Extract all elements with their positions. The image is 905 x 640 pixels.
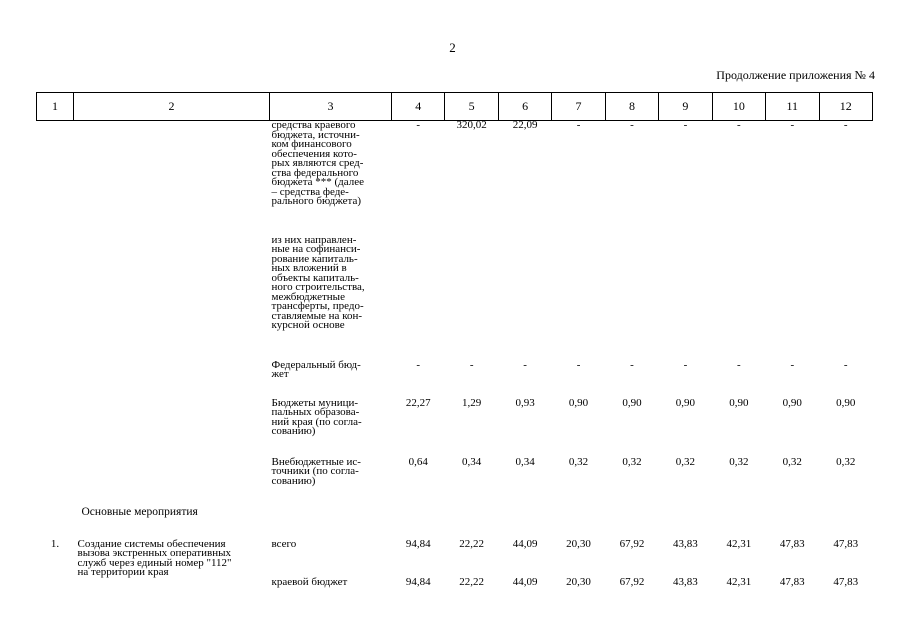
value-col-4: 94,84 xyxy=(405,537,431,550)
value-col-8: 0,32 xyxy=(622,455,642,468)
value-col-10 xyxy=(712,236,765,361)
value-col-11: 47,83 xyxy=(779,575,805,588)
header-col-8: 8 xyxy=(605,93,658,121)
value-col-5: 0,34 xyxy=(462,455,482,468)
table-body xyxy=(37,121,873,600)
value-col-7: 20,30 xyxy=(566,537,591,550)
header-col-11: 11 xyxy=(766,93,819,121)
activity-name: Создание системы обеспечения вызова экстренных оперативных служб через единый номер "112" на территории края xyxy=(77,537,232,578)
funding-source: из них направлен- ные на софинанси- рование капиталь- ных вложений в объекты капиталь- ного строительства, межбюджетные трансферты, предо- ставляемые на кон- курсной основе xyxy=(271,233,365,331)
value-col-11: 0,90 xyxy=(782,396,802,409)
value-col-10: 0,32 xyxy=(729,455,749,468)
header-col-1: 1 xyxy=(37,93,74,121)
funding-source: всего xyxy=(271,537,297,550)
header-col-12: 12 xyxy=(819,93,872,121)
value-col-10: 42,31 xyxy=(726,537,752,550)
value-col-12: 47,83 xyxy=(833,537,859,550)
value-col-4: - xyxy=(416,358,421,371)
activity-name xyxy=(74,399,270,458)
table-row xyxy=(37,121,873,236)
value-col-6: 0,93 xyxy=(515,396,535,409)
value-col-7: 0,32 xyxy=(568,455,589,468)
value-col-10: - xyxy=(737,358,741,371)
funding-source: краевой бюджет xyxy=(271,575,348,588)
row-index xyxy=(37,458,74,508)
value-col-6: 44,09 xyxy=(512,575,538,588)
value-col-9 xyxy=(659,236,712,361)
value-col-4: 94,84 xyxy=(405,575,431,588)
value-col-5 xyxy=(445,236,498,361)
value-col-10: - xyxy=(737,119,741,131)
value-col-12 xyxy=(819,236,872,361)
value-col-7: - xyxy=(576,119,581,131)
table-row xyxy=(37,508,873,540)
activity-name xyxy=(74,458,270,508)
table-row xyxy=(37,399,873,458)
value-col-11: - xyxy=(790,358,795,371)
funding-source: Федеральный бюд- жет xyxy=(271,358,361,380)
value-col-12: - xyxy=(843,358,848,371)
table-row xyxy=(37,458,873,508)
header-col-2: 2 xyxy=(74,93,270,121)
value-col-7: - xyxy=(576,358,581,371)
funding-source: средства краевого бюджета, источни- ком финансового обеспечения кото- рых являются сред- ства федерального бюджета *** (далее – средства феде- рального бюджета) xyxy=(271,119,365,207)
value-col-11: 0,32 xyxy=(782,455,802,468)
value-col-11: - xyxy=(790,119,795,131)
value-col-6: 0,34 xyxy=(515,455,535,468)
value-col-7 xyxy=(552,236,605,361)
header-row xyxy=(37,93,873,121)
row-index xyxy=(37,361,74,399)
row-index xyxy=(37,578,74,600)
value-col-4: - xyxy=(416,119,421,131)
value-col-12: 0,90 xyxy=(836,396,856,409)
value-col-7: 20,30 xyxy=(566,575,591,588)
value-col-6 xyxy=(498,236,551,361)
value-col-10 xyxy=(712,508,765,540)
budget-table xyxy=(36,92,873,600)
table-row xyxy=(37,361,873,399)
value-col-4: 0,64 xyxy=(408,455,428,468)
table-row xyxy=(37,578,873,600)
activity-name xyxy=(74,361,270,399)
funding-source: Бюджеты муници- пальных образова- ний края (по согла- сованию) xyxy=(271,396,362,437)
value-col-5: - xyxy=(469,358,474,371)
value-col-11: 47,83 xyxy=(779,537,805,550)
value-col-5: 22,22 xyxy=(459,537,485,550)
value-col-12: 47,83 xyxy=(833,575,859,588)
value-col-9: 43,83 xyxy=(673,537,698,550)
value-col-8: 0,90 xyxy=(622,396,642,409)
section-heading: Основные мероприятия xyxy=(81,505,198,518)
value-col-8 xyxy=(605,236,658,361)
value-col-8: - xyxy=(630,119,634,131)
value-col-9: - xyxy=(683,358,688,371)
value-col-7: 0,90 xyxy=(568,396,589,409)
value-col-4: 22,27 xyxy=(405,396,431,409)
value-col-6: 22,09 xyxy=(512,119,538,131)
value-col-6: 44,09 xyxy=(512,537,538,550)
value-col-5: 1,29 xyxy=(462,396,482,409)
value-col-8: 67,92 xyxy=(619,575,645,588)
header-col-4: 4 xyxy=(392,93,445,121)
value-col-6 xyxy=(498,508,551,540)
activity-name xyxy=(74,578,270,600)
value-col-9 xyxy=(659,508,712,540)
value-col-8: - xyxy=(630,358,634,371)
header-col-5: 5 xyxy=(445,93,498,121)
value-col-9: 0,90 xyxy=(675,396,696,409)
row-index xyxy=(37,508,74,540)
funding-source: Внебюджетные ис- точники (по согла- сованию) xyxy=(271,455,361,487)
row-index xyxy=(37,236,74,361)
row-index xyxy=(37,121,74,236)
row-index xyxy=(37,399,74,458)
value-col-4 xyxy=(392,508,445,540)
value-col-7 xyxy=(552,508,605,540)
section-cell xyxy=(74,505,270,540)
value-col-5 xyxy=(445,508,498,540)
value-col-5: 320,02 xyxy=(456,119,487,131)
activity-name xyxy=(74,236,270,361)
header-col-7: 7 xyxy=(552,93,605,121)
header-col-3: 3 xyxy=(270,93,392,121)
value-col-12: - xyxy=(843,119,848,131)
table-row xyxy=(37,540,873,578)
value-col-12: 0,32 xyxy=(836,455,856,468)
header-col-6: 6 xyxy=(498,93,551,121)
appendix-continuation-note: Продолжение приложения № 4 xyxy=(716,68,875,82)
header-col-10: 10 xyxy=(712,93,765,121)
table-row xyxy=(37,236,873,361)
value-col-9: 43,83 xyxy=(673,575,698,588)
row-index: 1. xyxy=(50,537,60,550)
value-col-10: 42,31 xyxy=(726,575,752,588)
value-col-5: 22,22 xyxy=(459,575,485,588)
header-col-9: 9 xyxy=(659,93,712,121)
page-number: 2 xyxy=(449,40,456,55)
value-col-9: - xyxy=(683,119,688,131)
value-col-10: 0,90 xyxy=(729,396,749,409)
value-col-4 xyxy=(392,236,445,361)
value-col-6: - xyxy=(523,358,527,371)
value-col-9: 0,32 xyxy=(675,455,696,468)
value-col-12 xyxy=(819,508,872,540)
value-col-8: 67,92 xyxy=(619,537,645,550)
activity-name xyxy=(74,121,270,236)
funding-source xyxy=(270,508,392,540)
value-col-8 xyxy=(605,508,658,540)
value-col-11 xyxy=(766,508,819,540)
value-col-11 xyxy=(766,236,819,361)
